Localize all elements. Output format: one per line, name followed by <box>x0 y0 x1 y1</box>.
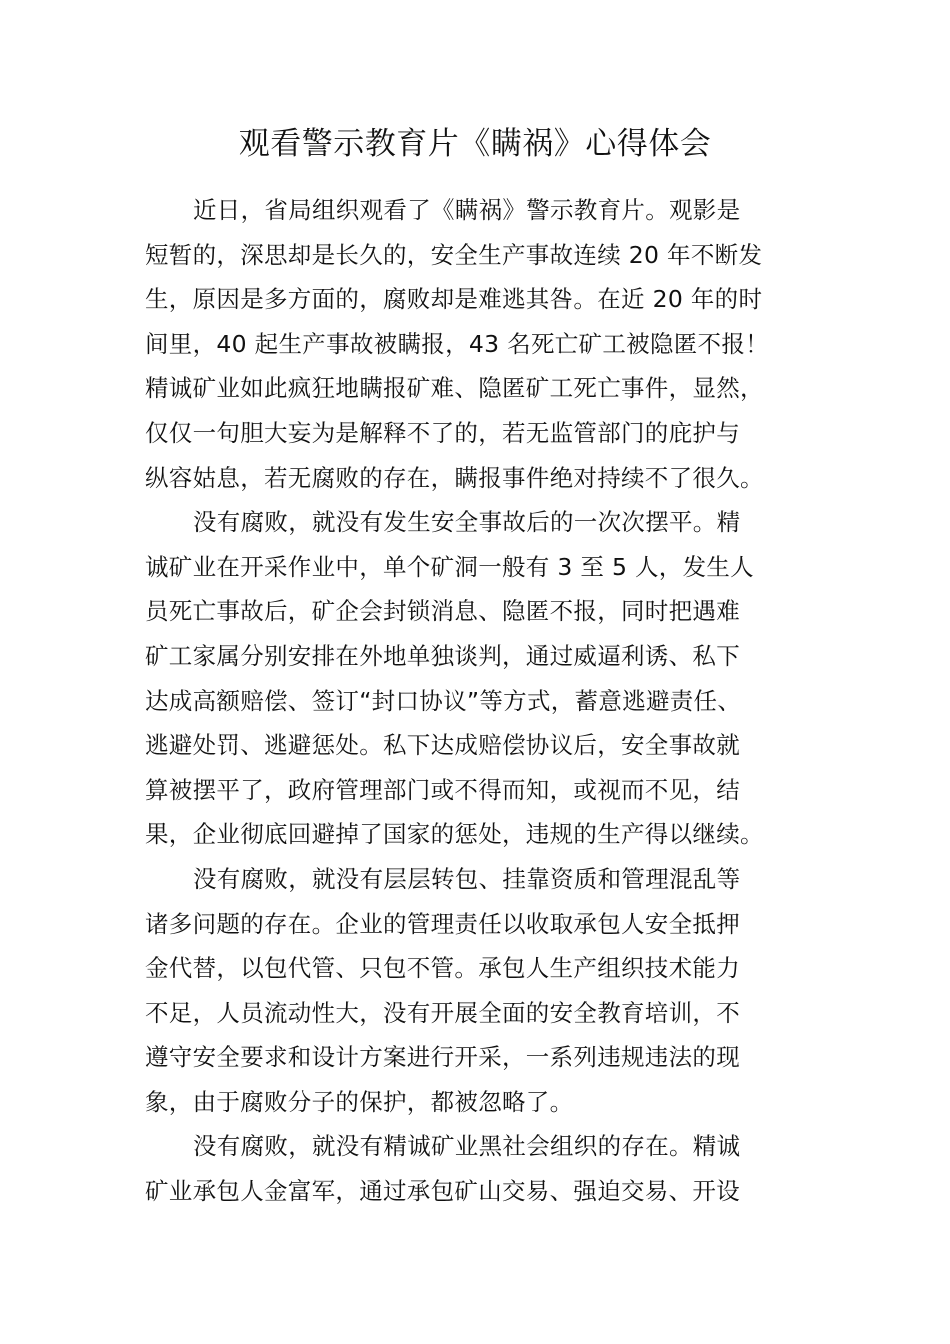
paragraph-line: 遵守安全要求和设计方案进行开采，一系列违规违法的现 <box>145 1043 740 1072</box>
paragraph-line: 生，原因是多方面的，腐败却是难逃其咎。在近 20 年的时 <box>145 285 763 314</box>
paragraph-line: 没有腐败，就没有精诚矿业黑社会组织的存在。精诚 <box>193 1132 741 1161</box>
paragraph-line: 诸多问题的存在。企业的管理责任以收取承包人安全抵押 <box>145 909 740 938</box>
paragraph-line: 达成高额赔偿、签订“封口协议”等方式，蓄意逃避责任、 <box>145 686 742 715</box>
paragraph-line: 矿工家属分别安排在外地单独谈判，通过威逼利诱、私下 <box>145 641 740 670</box>
paragraph-line: 矿业承包人金富军，通过承包矿山交易、强迫交易、开设 <box>145 1177 740 1206</box>
paragraph-line: 近日，省局组织观看了《瞒祸》警示教育片。观影是 <box>193 196 741 224</box>
paragraph-line: 诚矿业在开采作业中，单个矿洞一般有 3 至 5 人，发生人 <box>145 552 754 581</box>
paragraph-line: 金代替，以包代管、只包不管。承包人生产组织技术能力 <box>145 954 740 983</box>
paragraph-line: 算被摆平了，政府管理部门或不得而知，或视而不见，结 <box>145 775 740 804</box>
paragraph-line: 短暂的，深思却是长久的，安全生产事故连续 20 年不断发 <box>145 240 763 269</box>
paragraph-line: 间里，40 起生产事故被瞒报，43 名死亡矿工被隐匿不报！ <box>145 329 769 358</box>
paragraph-line: 员死亡事故后，矿企会封锁消息、隐匿不报，同时把遇难 <box>145 597 740 626</box>
paragraph-line: 果，企业彻底回避掉了国家的惩处，违规的生产得以继续。 <box>145 820 764 849</box>
document-title: 观看警示教育片《瞒祸》心得体会 <box>238 126 712 162</box>
paragraph-line: 仅仅一句胆大妄为是解释不了的，若无监管部门的庇护与 <box>145 418 740 447</box>
paragraph-line: 逃避处罚、逃避惩处。私下达成赔偿协议后，安全事故就 <box>145 731 740 760</box>
document-body <box>145 188 807 1214</box>
paragraph-line: 纵容姑息，若无腐败的存在，瞒报事件绝对持续不了很久。 <box>145 463 764 492</box>
paragraph-line: 不足，人员流动性大，没有开展全面的安全教育培训，不 <box>145 998 740 1027</box>
paragraph-line: 没有腐败，就没有层层转包、挂靠资质和管理混乱等 <box>193 864 741 893</box>
paragraph-line: 象，由于腐败分子的保护，都被忽略了。 <box>145 1087 574 1116</box>
paragraph-line: 没有腐败，就没有发生安全事故后的一次次摆平。精 <box>193 508 741 537</box>
paragraph-line: 精诚矿业如此疯狂地瞒报矿难、隐匿矿工死亡事件，显然， <box>145 374 764 403</box>
